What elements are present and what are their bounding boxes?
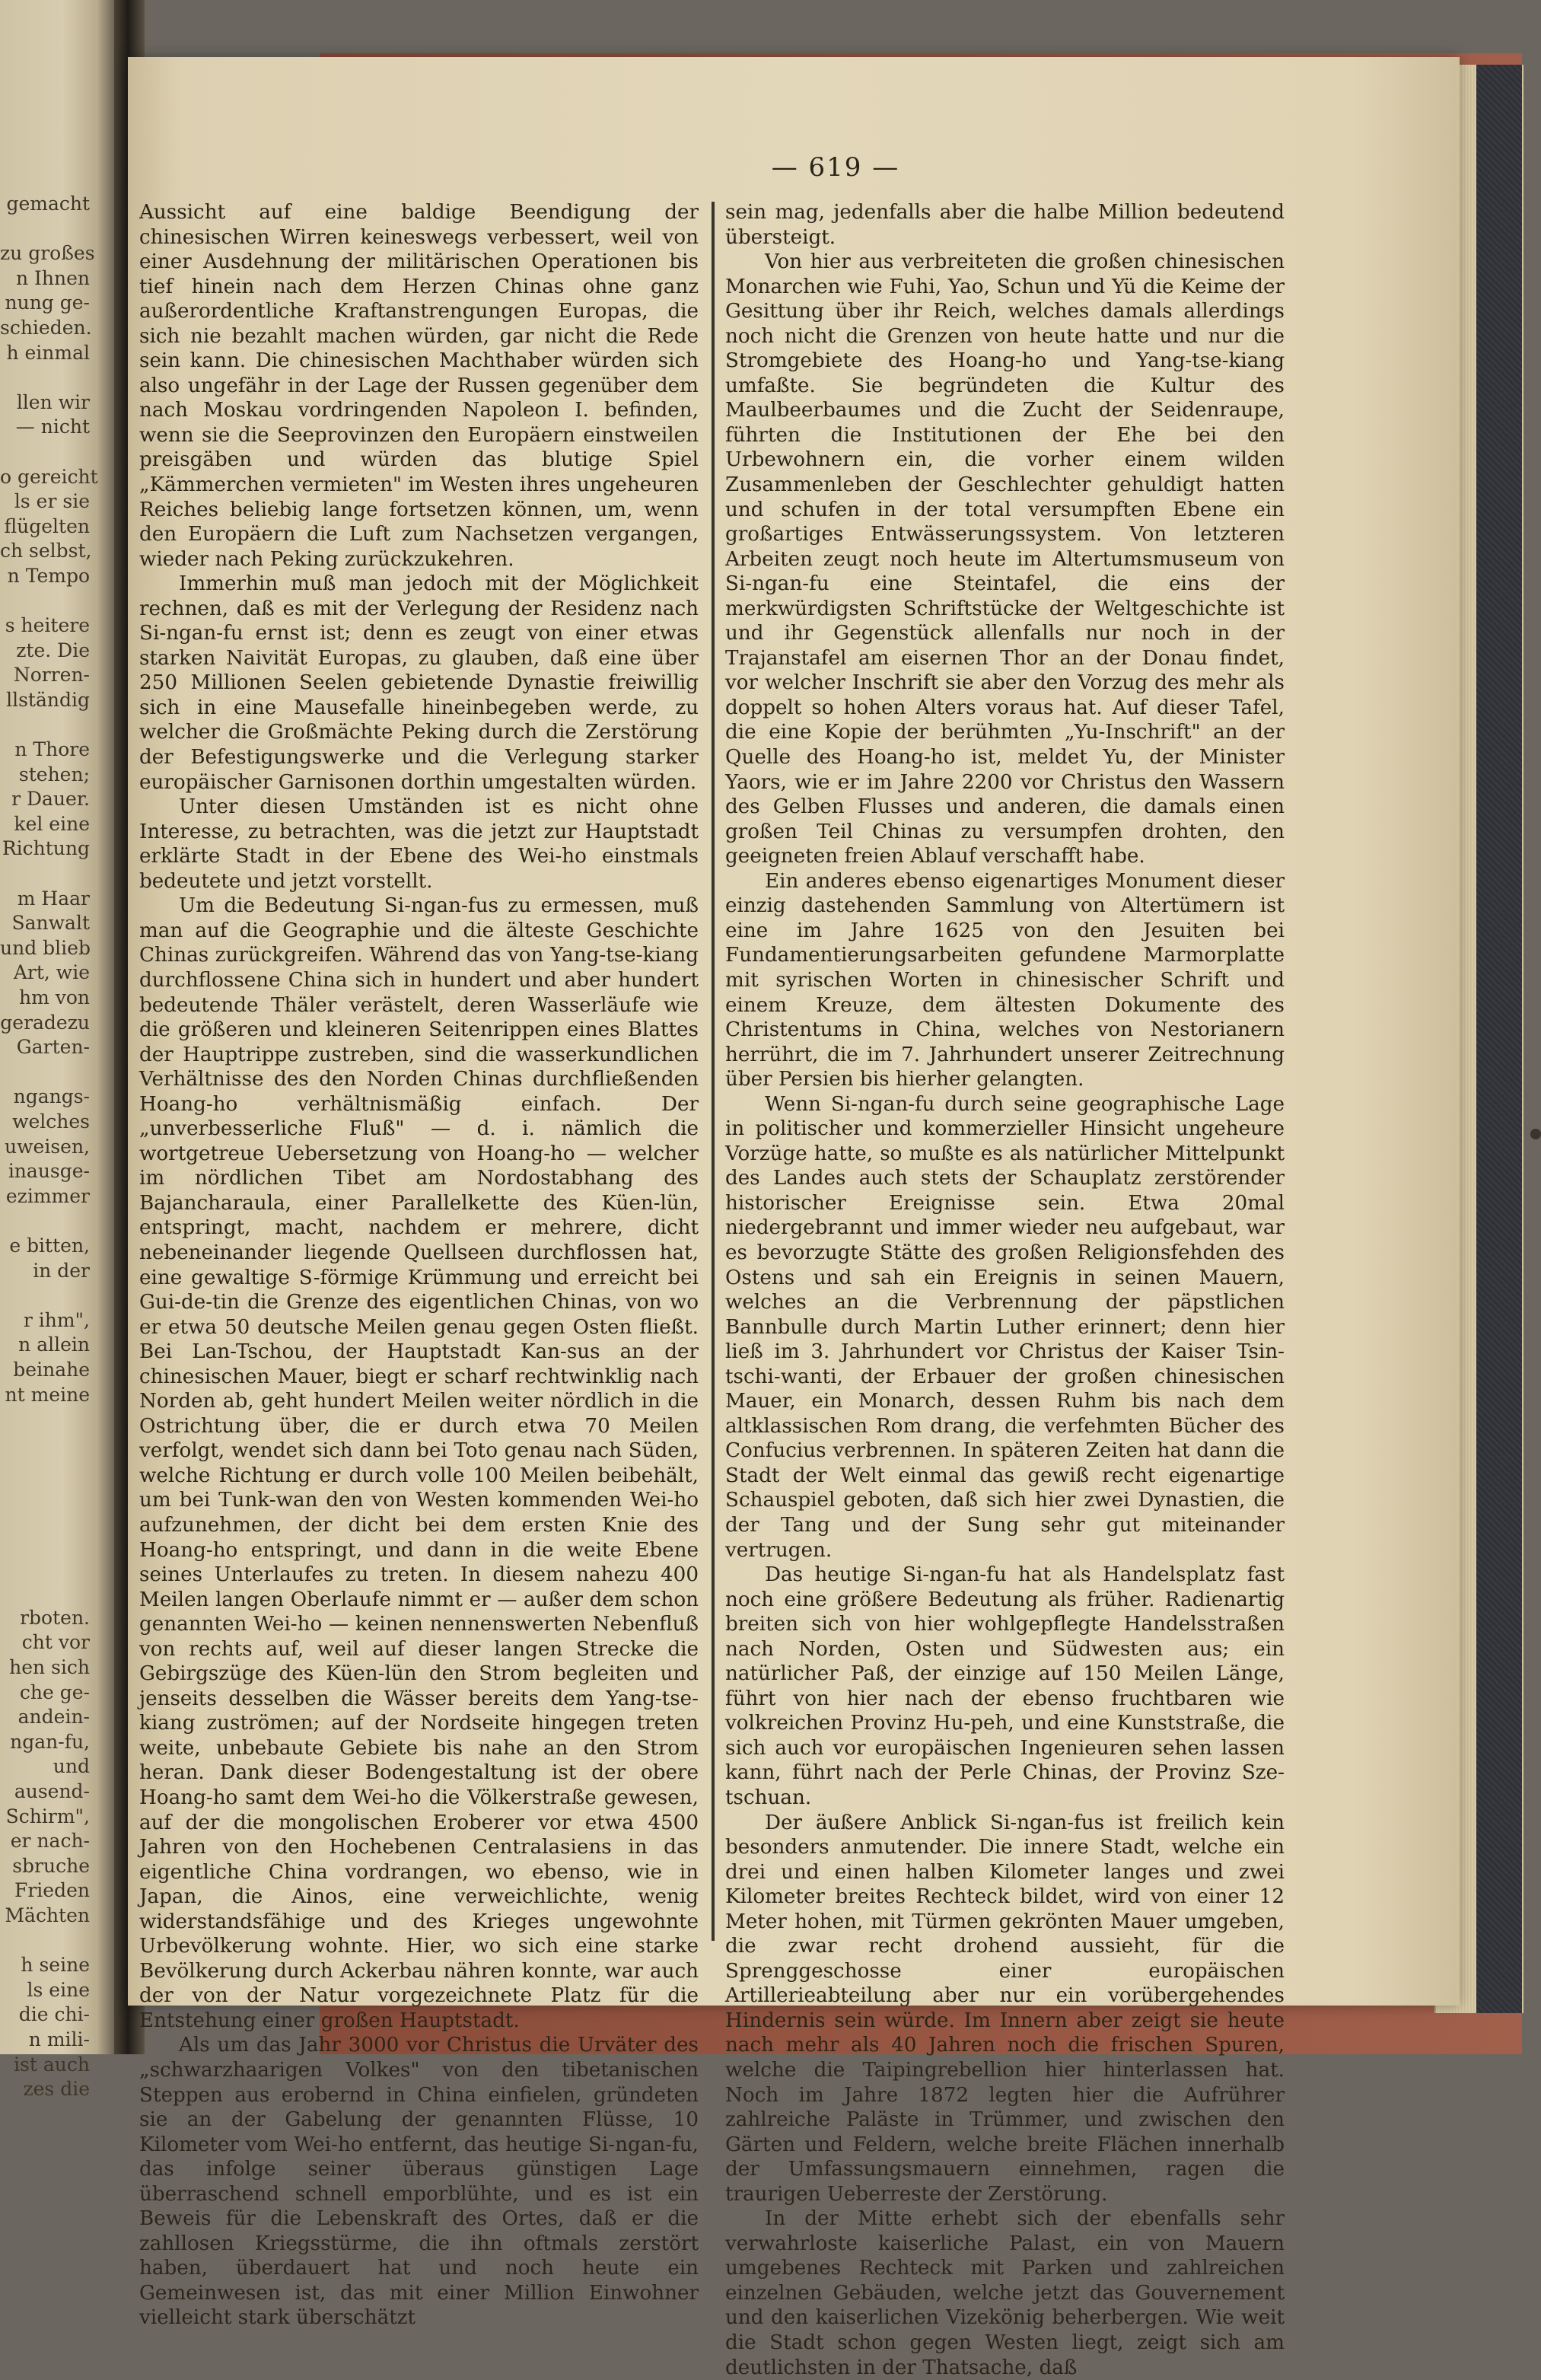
left-page-fragment: ausend- bbox=[14, 1780, 90, 1802]
paragraph: Unter diesen Umständen ist es nicht ohne Interesse, zu betrachten, was die jetzt zur Hauptstadt erklärte Stadt in der Ebene des Wei-ho einstmals bedeutete und jetzt vorstellt. bbox=[139, 795, 699, 893]
left-page-fragment bbox=[0, 1482, 90, 1507]
left-page-fragment: cht vor bbox=[21, 1631, 90, 1654]
left-page-fragment: stehen; bbox=[18, 763, 90, 785]
left-page-fragment bbox=[0, 1506, 90, 1531]
left-page-fragment: h einmal bbox=[6, 341, 90, 364]
left-page-fragment: ch selbst, bbox=[0, 540, 92, 562]
left-page-fragment: s heitere bbox=[5, 614, 90, 637]
left-page-fragment bbox=[0, 440, 90, 465]
left-page-fragment: ls er sie bbox=[14, 490, 90, 513]
left-page-fragment: und bbox=[53, 1755, 90, 1778]
left-page-fragment: nt meine bbox=[5, 1383, 90, 1406]
left-page-fragment: er nach- bbox=[10, 1830, 90, 1853]
left-page-fragment: ngangs- bbox=[13, 1085, 90, 1108]
left-page-fragment bbox=[0, 712, 90, 738]
left-page-fragment bbox=[0, 1531, 90, 1556]
paragraph: Immerhin muß man jedoch mit der Möglichkeit rechnen, daß es mit der Verlegung der Residenz nach Si-ngan-fu ernst ist; denn es zeugt von einer etwas starken Naivität Europas, zu glauben, daß eine über 250 Millionen Seelen gebietende Dynastie freiwillig sich in eine Mausefalle hineinbegeben werde, zu welcher die Großmächte Peking durch die Zerstörung der Befestigungswerke und die Verlegung starker europäischer Garnisonen dorthin umgestalten würden. bbox=[139, 572, 699, 794]
left-page-fragment bbox=[0, 217, 90, 242]
left-page-fragment: zu großes bbox=[0, 242, 95, 265]
left-page bbox=[0, 0, 114, 2101]
page-number: — 619 — bbox=[771, 152, 900, 183]
left-page-fragment: n Tempo bbox=[7, 564, 90, 587]
left-page-fragment: uweisen, bbox=[5, 1135, 90, 1158]
left-page-fragment: llen wir bbox=[16, 390, 90, 413]
left-page-fragment: n allein bbox=[18, 1333, 90, 1356]
paragraph: Um die Bedeutung Si-ngan-fus zu ermessen, muß man auf die Geographie und die älteste Geschichte Chinas zurückgreifen. Während das von Yang-tse-kiang durchflossene China sich in hundert und aber hundert bedeutende Thäler verästelt, deren Wasserläufe wie die größeren und kleineren Seitenrippen eines Blattes der Hauptrippe zustreben, sind die wasserkundlichen Verhältnisse des den Norden Chinas durchfließenden Hoang-ho verhältnismäßig einfach. Der „unverbesserliche Fluß" — d. i. nämlich die wortgetreue Uebersetzung von Hoang-ho — welcher im nördlichen Tibet am Nordostabhang des Bajancharaula, einer Parallelkette des Küen-lün, entspringt, macht, nachdem er mehrere, dicht nebeneinander liegende Quellseen durchflossen hat, eine gewaltige S-förmige Krümmung und erreicht bei Gui-de-tin die Grenze des eigentlichen Chinas, von wo er etwa 50 deutsche Meilen genau gegen Osten fließt. Bei Lan-Tschou, der Hauptstadt Kan-sus an der chinesischen Mauer, biegt er scharf rechtwinklig nach Norden ab, geht hundert Meilen weiter nördlich in die Ostrichtung über, die er durch etwa 70 Meilen verfolgt, wendet sich dann bei Toto genau nach Süden, welche Richtung er durch volle 100 Meilen beibehält, um bei Tunk-wan den von Westen kommenden Wei-ho aufzunehmen, der dicht bei dem ersten Knie des Hoang-ho entspringt, und dann in die weite Ebene seines Unterlaufes zu treten. In diesem nahezu 400 Meilen langen Oberlaufe nimmt er — außer dem schon genannten Wei-ho — keinen nennenswerten Nebenfluß von rechts auf, weil auf dieser langen Strecke die Gebirgszüge des Küen-lün den Strom begleiten und jenseits desselben die Wässer bereits dem Yang-tse-kiang zuströmen; auf der Nordseite hingegen treten weite, unbebaute Gebiete bis nahe an den Strom heran. Dank dieser Bodengestaltung ist der obere Hoang-ho samt dem Wei-ho die Völkerstraße gewesen, auf der die mongolischen Eroberer vor etwa 4500 Jahren von den Hochebenen Centralasiens in das eigentliche China vordrangen, wo ebenso, wie in Japan, die Ainos, eine verweichlichte, wenig widerstandsfähige und des Krieges ungewohnte Urbevölkerung wohnte. Hier, wo sich eine starke Bevölkerung durch Ackerbau nähren konnte, war auch der von der Natur vorgezeichnete Platz für die Entstehung einer großen Hauptstadt. bbox=[139, 894, 699, 2032]
column-divider bbox=[712, 202, 715, 1941]
left-page-fragment: r ihm", bbox=[23, 1308, 90, 1331]
left-page-fragment: Art, wie bbox=[13, 961, 90, 984]
paragraph: Das heutige Si-ngan-fu hat als Handelsplatz fast noch eine größere Bedeutung als früher. Radienartig breiten sich von hier wohlgepflegte Handelsstraßen nach Norden, Osten und Südwesten aus; ein natürlicher Paß, der einzige auf 150 Meilen Länge, führt von hier nach der ebenso fruchtbaren wie volkreichen Provinz Hu-peh, und eine Kunststraße, die sich auch vor europäischen Ingenieuren sehen lassen kann, führt nach der Perle Chinas, der Provinz Sze-tschuan. bbox=[725, 1563, 1285, 1809]
paragraph: Als um das Jahr 3000 vor Christus die Urväter des „schwarzhaarigen Volkes" von den tibetanischen Steppen aus erobernd in China einfielen, gründeten sie an der Gabelung der genannten Flüsse, 10 Kilometer vom Wei-ho entfernt, das heutige Si-ngan-fu, das infolge seiner überaus günstigen Lage überraschend schnell emporblühte, und es ist ein Beweis für die Lebenskraft des Ortes, daß er die zahllosen Kriegsstürme, die ihn oftmals zerstört haben, überdauert hat und noch heute ein Gemeinwesen ist, das mit einer Million Einwohner vielleicht stark überschätzt bbox=[139, 2034, 699, 2330]
paragraph: Der äußere Anblick Si-ngan-fus ist freilich kein besonders anmutender. Die innere Stadt, welche ein drei und einen halben Kilometer langes und zwei Kilometer breites Rechteck bildet, wird von einer 12 Meter hohen, mit Türmen gekrönten Mauer umgeben, die zwar recht drohend aussieht, für die Sprenggeschosse einer europäischen Artillerieabteilung aber nur ein vorübergehendes Hindernis sein würde. Im Innern aber zeigt sie heute nach mehr als 40 Jahren noch die frischen Spuren, welche die Taipingrebellion hier hinterlassen hat. Noch im Jahre 1872 legten hier die Aufrührer zahlreiche Paläste in Trümmer, und zwischen den Gärten und Feldern, welche breite Flächen innerhalb der Umfassungsmauern einnehmen, ragen die traurigen Ueberreste der Zerstörung. bbox=[725, 1811, 1285, 2206]
ink-spot bbox=[1530, 1129, 1541, 1139]
paragraph: Aussicht auf eine baldige Beendigung der chinesischen Wirren keineswegs verbessert, weil von einer Ausdehnung der militärischen Operationen bis tief hinein nach dem Herzen Chinas ohne ganz außerordentliche Kraftanstrengungen Europas, die sich nie bezahlt machen würden, gar nicht die Rede sein kann. Die chinesischen Machthaber würden sich also ungefähr in der Lage der Russen gegenüber dem nach Moskau vordringenden Napoleon I. befinden, wenn sie die Seeprovinzen den Europäern einstweilen preisgäben und würden das blutige Spiel „Kämmerchen vermieten" im Westen ihres ungeheuren Reiches beliebig lange fortsetzen können, um, wenn den Europäern die Luft zum Nachsetzen vergangen, wieder nach Peking zurückzukehren. bbox=[139, 201, 699, 571]
paragraph: In der Mitte erhebt sich der ebenfalls sehr verwahrloste kaiserliche Palast, ein von Mauern umgebenes Rechteck mit Parken und zahlreichen einzelnen Gebäuden, welche jetzt das Gouvernement und den kaiserlichen Vizekönig beherbergen. Wie weit die Stadt schon gegen Westen liegt, zeigt sich am deutlichsten in der Thatsache, daß bbox=[725, 2207, 1285, 2379]
left-page-fragment: o gereicht bbox=[0, 465, 98, 488]
left-page-fragment bbox=[0, 1060, 90, 1085]
left-page-fragment: inausge- bbox=[8, 1160, 90, 1183]
left-page-fragment: hen sich bbox=[9, 1656, 90, 1679]
left-page-fragment bbox=[0, 1929, 90, 1954]
left-page-fragment: hm von bbox=[18, 986, 90, 1008]
left-page-fragment: andein- bbox=[18, 1706, 90, 1728]
left-page-fragment: beinahe bbox=[13, 1358, 90, 1381]
text-column-left bbox=[139, 200, 699, 2331]
left-page-fragment: n Ihnen bbox=[15, 266, 90, 289]
left-page-fragment: h seine bbox=[21, 1954, 90, 1977]
left-page-fragment bbox=[0, 1283, 90, 1308]
left-page-fragment bbox=[0, 1556, 90, 1582]
left-page-fragment: Schirm", bbox=[5, 1805, 90, 1827]
left-page-fragment: die chi- bbox=[18, 2003, 90, 2026]
left-page-fragment: — nicht bbox=[15, 416, 90, 438]
left-page-fragment: Frieden bbox=[14, 1879, 90, 1902]
left-page-fragment: r Dauer. bbox=[11, 788, 90, 811]
left-page-fragment: zte. Die bbox=[16, 639, 90, 661]
left-page-fragment: schieden. bbox=[0, 316, 92, 339]
left-page-fragment: geradezu bbox=[0, 1011, 90, 1034]
left-page-fragment bbox=[0, 1407, 90, 1432]
right-page bbox=[128, 57, 1460, 2379]
left-page-fragment: llständig bbox=[6, 688, 90, 711]
text-column-right bbox=[725, 200, 1285, 2380]
left-page-fragment bbox=[0, 1209, 90, 1234]
left-page-fragment: Sanwalt bbox=[11, 912, 90, 935]
left-page-fragment bbox=[0, 1457, 90, 1482]
left-page-fragment: nung ge- bbox=[5, 292, 90, 314]
book-spine-cloth bbox=[1476, 65, 1522, 2013]
paragraph: sein mag, jedenfalls aber die halbe Million bedeutend übersteigt. bbox=[725, 201, 1285, 249]
left-page-fragment: ezimmer bbox=[5, 1184, 90, 1207]
left-page-fragment: flügelten bbox=[4, 515, 90, 537]
left-page-fragment: sbruche bbox=[12, 1854, 90, 1877]
left-page-fragment: n Thore bbox=[14, 738, 90, 761]
left-page-fragment bbox=[0, 1581, 90, 1606]
left-page-fragment: ngan-fu, bbox=[10, 1730, 90, 1753]
left-page-fragment: zes die bbox=[23, 2078, 90, 2101]
left-page-text-fragments bbox=[0, 192, 98, 2102]
left-page-fragment bbox=[0, 365, 90, 390]
left-page-fragment: Norren- bbox=[13, 664, 90, 687]
left-page-fragment: rboten. bbox=[20, 1606, 90, 1629]
left-page-fragment: Richtung bbox=[2, 837, 90, 860]
left-page-fragment: kel eine bbox=[14, 812, 90, 835]
paragraph: Wenn Si-ngan-fu durch seine geographische Lage in politischer und kommerzieller Hinsicht ungeheure Vorzüge hatte, so mußte es als natürlicher Mittelpunkt des Landes auch stets der Schauplatz zerstörender historischer Ereignisse sein. Etwa 20mal niedergebrannt und immer wieder neu aufgebaut, war es bevorzugte Stätte des großen Religionsfehden des Ostens und sah ein Ereignis in seinen Mauern, welches an die Verbrennung der päpstlichen Bannbulle durch Martin Luther erinnert; denn hier ließ im 3. Jahrhundert vor Christus der Kaiser Tsin-tschi-wanti, der Erbauer der großen chinesischen Mauer, ein Monarch, dessen Ruhm bis nach dem altklassischen Rom drang, die verfehmten Bücher des Confucius verbrennen. In späteren Zeiten hat dann die Stadt der Welt einmal das gewiß recht eigenartige Schauspiel geboten, daß sich hier zwei Dynastien, die der Tang und der Sung sehr gut miteinander vertrugen. bbox=[725, 1092, 1285, 1562]
left-page-fragment: che ge- bbox=[19, 1681, 90, 1703]
left-page-fragment: Mächten bbox=[5, 1904, 90, 1926]
paragraph: Von hier aus verbreiteten die großen chinesischen Monarchen wie Fuhi, Yao, Schun und Yü die Keime der Gesittung über ihr Reich, welches damals allerdings noch nicht die Grenzen von heute hatte und nur die Stromgebiete des Hoang-ho und Yang-tse-kiang umfaßte. Sie begründeten die Kultur des Maulbeerbaumes und die Zucht der Seidenraupe, führten die Institutionen der Ehe bei den Urbewohnern ein, die vorher einem wilden Zusammenleben der Geschlechter gehuldigt hatten und schufen in der total versumpften Ebene ein großartiges Entwässerungssystem. Von letzteren Arbeiten zeugt noch heute im Altertumsmuseum von Si-ngan-fu eine Steintafel, die eins der merkwürdigsten Schriftstücke der Weltgeschichte ist und ihr Gegenstück allenfalls nur noch in der Trajanstafel am eisernen Thor an der Donau findet, vor welcher Inschrift sie aber den Vorzug des mehr als doppelt so hohen Alters voraus hat. Auf dieser Tafel, die eine Kopie der berühmten „Yu-Inschrift" an der Quelle des Hoang-ho ist, meldet Yu, der Minister Yaors, wie er im Jahre 2200 vor Christus den Wassern des Gelben Flusses und anderen, die damals einen großen Teil Chinas zu versumpfen drohten, den geeigneten freien Ablauf verschafft habe. bbox=[725, 250, 1285, 868]
left-page-fragment: und blieb bbox=[0, 936, 91, 959]
left-page-fragment: e bitten, bbox=[9, 1234, 90, 1257]
left-page-fragment: ls eine bbox=[27, 1978, 90, 2001]
left-page-fragment bbox=[0, 862, 90, 887]
left-page-fragment: Garten- bbox=[16, 1036, 90, 1059]
left-page-fragment bbox=[0, 1432, 90, 1458]
left-page-fragment bbox=[0, 589, 90, 614]
left-page-fragment: n mili- bbox=[28, 2028, 90, 2050]
left-page-fragment: ist auch bbox=[14, 2053, 90, 2076]
left-page-fragment: gemacht bbox=[6, 193, 90, 215]
left-page-fragment: welches bbox=[12, 1110, 90, 1133]
left-page-fragment: m Haar bbox=[17, 887, 90, 910]
left-page-fragment: in der bbox=[33, 1259, 90, 1282]
paragraph: Ein anderes ebenso eigenartiges Monument dieser einzig dastehenden Sammlung von Altertümern ist eine im Jahre 1625 von den Jesuiten bei Fundamentierungsarbeiten gefundene Marmorplatte mit syrischen Worten in chinesischer Schrift und einem Kreuze, dem ältesten Dokumente des Christentums in China, welches von Nestorianern herrührt, die im 7. Jahrhundert unserer Zeitrechnung über Persien bis hierher gelangten. bbox=[725, 869, 1285, 1091]
